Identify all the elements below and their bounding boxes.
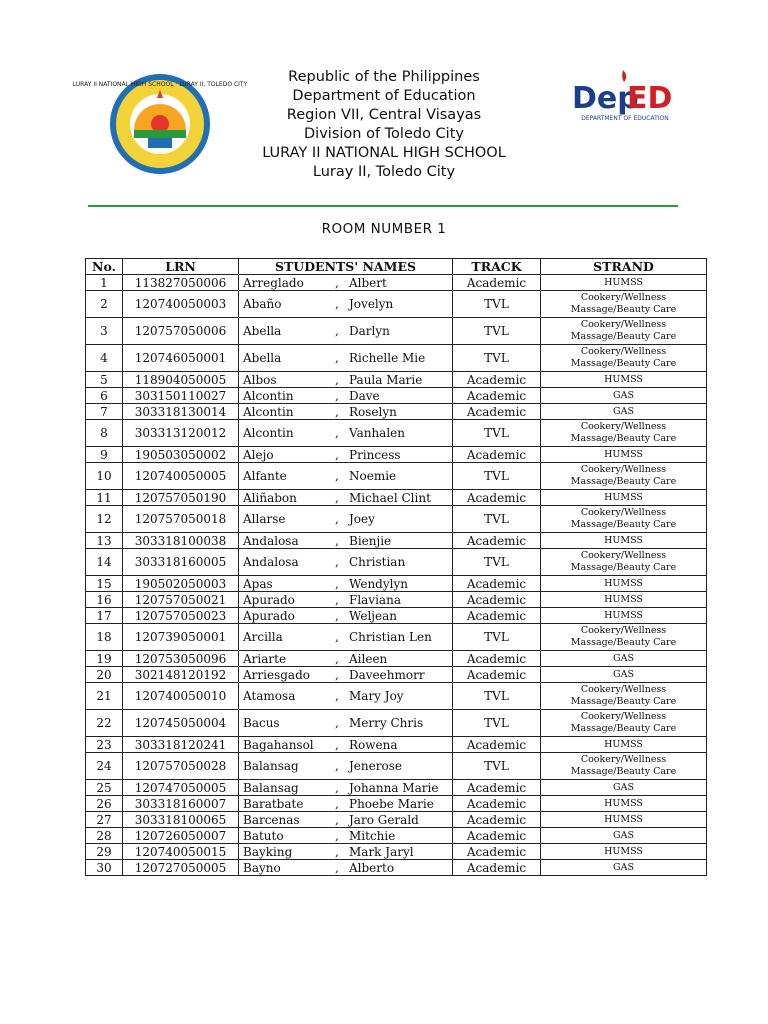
cell-track: Academic (453, 533, 541, 549)
last-name: Apurado (243, 592, 295, 607)
table-row (86, 318, 707, 345)
cell-no: 15 (86, 576, 123, 592)
table-row (86, 506, 707, 533)
first-name: Darlyn (349, 324, 390, 338)
cell-no: 4 (86, 345, 123, 372)
last-name: Apurado (243, 608, 295, 623)
header-line-region: Region VII, Central Visayas (286, 107, 482, 123)
last-name: Aliñabon (243, 490, 297, 505)
cell-lrn: 120740050010 (123, 683, 239, 710)
name-comma: , (335, 512, 339, 526)
table-row (86, 651, 707, 667)
cell-strand: HUMSS (541, 844, 707, 860)
last-name: Abaño (243, 297, 282, 311)
cell-strand: Cookery/Wellness Massage/Beauty Care (541, 683, 707, 710)
cell-track: Academic (453, 490, 541, 506)
name-comma: , (335, 576, 339, 591)
name-comma: , (335, 592, 339, 607)
first-name: Richelle Mie (349, 351, 426, 365)
name-comma: , (335, 780, 339, 795)
cell-strand: GAS (541, 388, 707, 404)
cell-lrn: 120757050190 (123, 490, 239, 506)
cell-lrn: 120747050005 (123, 780, 239, 796)
first-name: Jenerose (349, 759, 402, 773)
cell-student-name (239, 812, 453, 828)
cell-lrn: 120753050096 (123, 651, 239, 667)
first-name: Rowena (349, 737, 398, 752)
last-name: Alcontin (243, 404, 294, 419)
name-comma: , (335, 324, 339, 338)
header-line-school: LURAY II NATIONAL HIGH SCHOOL (262, 145, 506, 161)
cell-track: TVL (453, 624, 541, 651)
first-name: Albert (349, 275, 387, 290)
cell-track: Academic (453, 651, 541, 667)
first-name: Daveehmorr (349, 667, 425, 682)
first-name: Dave (349, 388, 380, 403)
last-name: Atamosa (243, 689, 296, 703)
cell-track: TVL (453, 683, 541, 710)
cell-lrn: 120757050006 (123, 318, 239, 345)
first-name: Mark Jaryl (349, 844, 414, 859)
cell-no: 7 (86, 404, 123, 420)
cell-student-name (239, 683, 453, 710)
header-strand: STRAND (541, 259, 707, 275)
last-name: Bacus (243, 716, 280, 730)
cell-no: 6 (86, 388, 123, 404)
cell-strand: Cookery/Wellness Massage/Beauty Care (541, 624, 707, 651)
table-row (86, 533, 707, 549)
name-comma: , (335, 555, 339, 569)
cell-no: 21 (86, 683, 123, 710)
cell-student-name (239, 275, 453, 291)
first-name: Michael Clint (349, 490, 431, 505)
cell-lrn: 120757050021 (123, 592, 239, 608)
first-name: Christian (349, 555, 406, 569)
first-name: Joey (349, 512, 375, 526)
header-line-division: Division of Toledo City (304, 126, 464, 142)
cell-lrn: 120726050007 (123, 828, 239, 844)
cell-strand: Cookery/Wellness Massage/Beauty Care (541, 318, 707, 345)
cell-strand: Cookery/Wellness Massage/Beauty Care (541, 345, 707, 372)
name-comma: , (335, 533, 339, 548)
last-name: Baratbate (243, 796, 304, 811)
first-name: Vanhalen (349, 426, 405, 440)
cell-lrn: 120740050015 (123, 844, 239, 860)
header-students-names: STUDENTS' NAMES (239, 259, 453, 275)
cell-track: Academic (453, 608, 541, 624)
table-row (86, 844, 707, 860)
table-row (86, 372, 707, 388)
last-name: Bagahansol (243, 737, 314, 752)
table-row (86, 576, 707, 592)
name-comma: , (335, 372, 339, 387)
name-comma: , (335, 469, 339, 483)
cell-strand: HUMSS (541, 490, 707, 506)
name-comma: , (335, 388, 339, 403)
table-row (86, 549, 707, 576)
cell-strand: HUMSS (541, 812, 707, 828)
cell-strand: Cookery/Wellness Massage/Beauty Care (541, 463, 707, 490)
cell-strand: GAS (541, 860, 707, 876)
cell-student-name (239, 447, 453, 463)
cell-lrn: 113827050006 (123, 275, 239, 291)
deped-logo-prefix: Dep (572, 81, 639, 116)
first-name: Mitchie (349, 828, 396, 843)
last-name: Alejo (243, 447, 274, 462)
first-name: Noemie (349, 469, 397, 483)
cell-no: 23 (86, 737, 123, 753)
cell-track: TVL (453, 420, 541, 447)
name-comma: , (335, 689, 339, 703)
first-name: Roselyn (349, 404, 397, 419)
cell-student-name (239, 860, 453, 876)
table-row (86, 796, 707, 812)
cell-lrn: 303318160005 (123, 549, 239, 576)
last-name: Arcilla (243, 630, 283, 644)
name-comma: , (335, 608, 339, 623)
cell-strand: Cookery/Wellness Massage/Beauty Care (541, 549, 707, 576)
cell-student-name (239, 844, 453, 860)
cell-no: 25 (86, 780, 123, 796)
cell-lrn: 303318130014 (123, 404, 239, 420)
cell-track: Academic (453, 592, 541, 608)
first-name: Jovelyn (349, 297, 394, 311)
table-row (86, 490, 707, 506)
last-name: Alfante (243, 469, 287, 483)
cell-student-name (239, 828, 453, 844)
cell-lrn: 303318120241 (123, 737, 239, 753)
cell-student-name (239, 710, 453, 737)
first-name: Christian Len (349, 630, 432, 644)
table-row (86, 291, 707, 318)
name-comma: , (335, 844, 339, 859)
cell-student-name (239, 533, 453, 549)
table-row (86, 608, 707, 624)
cell-lrn: 303150110027 (123, 388, 239, 404)
table-row (86, 710, 707, 737)
first-name: Weljean (349, 608, 397, 623)
table-row (86, 860, 707, 876)
cell-student-name (239, 576, 453, 592)
table-row (86, 828, 707, 844)
cell-track: TVL (453, 345, 541, 372)
first-name: Jaro Gerald (349, 812, 419, 827)
first-name: Bienjie (349, 533, 392, 548)
cell-student-name (239, 549, 453, 576)
cell-lrn: 120727050005 (123, 860, 239, 876)
cell-student-name (239, 404, 453, 420)
name-comma: , (335, 490, 339, 505)
cell-strand: HUMSS (541, 592, 707, 608)
cell-no: 2 (86, 291, 123, 318)
first-name: Mary Joy (349, 689, 404, 703)
cell-strand: GAS (541, 404, 707, 420)
cell-lrn: 120757050023 (123, 608, 239, 624)
cell-lrn: 120740050005 (123, 463, 239, 490)
cell-track: Academic (453, 372, 541, 388)
cell-track: Academic (453, 844, 541, 860)
name-comma: , (335, 404, 339, 419)
table-row (86, 463, 707, 490)
cell-no: 11 (86, 490, 123, 506)
cell-track: TVL (453, 463, 541, 490)
cell-strand: GAS (541, 780, 707, 796)
cell-no: 14 (86, 549, 123, 576)
cell-no: 16 (86, 592, 123, 608)
table-row (86, 624, 707, 651)
last-name: Bayking (243, 844, 293, 859)
last-name: Allarse (243, 512, 286, 526)
table-row (86, 667, 707, 683)
cell-strand: Cookery/Wellness Massage/Beauty Care (541, 506, 707, 533)
cell-no: 22 (86, 710, 123, 737)
name-comma: , (335, 630, 339, 644)
cell-track: TVL (453, 506, 541, 533)
cell-lrn: 120745050004 (123, 710, 239, 737)
cell-student-name (239, 420, 453, 447)
cell-track: Academic (453, 576, 541, 592)
cell-no: 3 (86, 318, 123, 345)
cell-student-name (239, 388, 453, 404)
cell-strand: HUMSS (541, 608, 707, 624)
cell-no: 18 (86, 624, 123, 651)
cell-no: 13 (86, 533, 123, 549)
cell-lrn: 190502050003 (123, 576, 239, 592)
name-comma: , (335, 759, 339, 773)
cell-no: 8 (86, 420, 123, 447)
deped-logo-subtitle: DEPARTMENT OF EDUCATION (581, 115, 669, 122)
name-comma: , (335, 275, 339, 290)
first-name: Alberto (349, 860, 395, 875)
name-comma: , (335, 651, 339, 666)
table-row (86, 404, 707, 420)
cell-strand: GAS (541, 828, 707, 844)
last-name: Andalosa (243, 533, 299, 548)
table-row (86, 345, 707, 372)
name-comma: , (335, 812, 339, 827)
last-name: Andalosa (243, 555, 299, 569)
name-comma: , (335, 426, 339, 440)
last-name: Ariarte (243, 651, 287, 666)
name-comma: , (335, 828, 339, 843)
cell-student-name (239, 608, 453, 624)
name-comma: , (335, 860, 339, 875)
table-row (86, 388, 707, 404)
first-name: Merry Chris (349, 716, 424, 730)
last-name: Alcontin (243, 426, 294, 440)
cell-track: Academic (453, 796, 541, 812)
cell-student-name (239, 737, 453, 753)
cell-lrn: 120739050001 (123, 624, 239, 651)
cell-student-name (239, 463, 453, 490)
cell-track: TVL (453, 291, 541, 318)
last-name: Balansag (243, 780, 299, 795)
cell-lrn: 118904050005 (123, 372, 239, 388)
first-name: Wendylyn (349, 576, 408, 591)
header-line-address: Luray II, Toledo City (312, 164, 456, 180)
name-comma: , (335, 716, 339, 730)
cell-no: 20 (86, 667, 123, 683)
cell-student-name (239, 318, 453, 345)
cell-strand: HUMSS (541, 576, 707, 592)
cell-student-name (239, 651, 453, 667)
cell-strand: HUMSS (541, 447, 707, 463)
last-name: Alcontin (243, 388, 294, 403)
cell-track: TVL (453, 549, 541, 576)
table-row (86, 275, 707, 291)
cell-lrn: 303318100038 (123, 533, 239, 549)
cell-lrn: 120740050003 (123, 291, 239, 318)
cell-student-name (239, 345, 453, 372)
cell-lrn: 303318160007 (123, 796, 239, 812)
cell-student-name (239, 780, 453, 796)
deped-logo-suffix: ED (627, 81, 673, 116)
cell-track: Academic (453, 828, 541, 844)
cell-track: Academic (453, 860, 541, 876)
cell-no: 28 (86, 828, 123, 844)
table-row (86, 683, 707, 710)
cell-strand: HUMSS (541, 275, 707, 291)
cell-no: 17 (86, 608, 123, 624)
header-no: No. (86, 259, 123, 275)
cell-student-name (239, 796, 453, 812)
table-row (86, 753, 707, 780)
cell-no: 1 (86, 275, 123, 291)
cell-no: 27 (86, 812, 123, 828)
student-table (85, 258, 707, 876)
cell-no: 24 (86, 753, 123, 780)
cell-lrn: 120757050018 (123, 506, 239, 533)
table-header-row (86, 259, 707, 275)
first-name: Flaviana (349, 592, 401, 607)
cell-no: 30 (86, 860, 123, 876)
last-name: Albos (243, 372, 277, 387)
cell-student-name (239, 506, 453, 533)
last-name: Batuto (243, 828, 284, 843)
cell-strand: Cookery/Wellness Massage/Beauty Care (541, 710, 707, 737)
cell-track: TVL (453, 753, 541, 780)
name-comma: , (335, 667, 339, 682)
header-line-republic: Republic of the Philippines (288, 69, 480, 85)
table-row (86, 592, 707, 608)
name-comma: , (335, 447, 339, 462)
cell-lrn: 303318100065 (123, 812, 239, 828)
cell-track: Academic (453, 404, 541, 420)
name-comma: , (335, 351, 339, 365)
table-row (86, 420, 707, 447)
table-row (86, 780, 707, 796)
cell-track: TVL (453, 318, 541, 345)
cell-no: 9 (86, 447, 123, 463)
last-name: Barcenas (243, 812, 300, 827)
first-name: Paula Marie (349, 372, 423, 387)
cell-track: Academic (453, 780, 541, 796)
last-name: Abella (243, 351, 282, 365)
first-name: Johanna Marie (349, 780, 439, 795)
cell-track: Academic (453, 447, 541, 463)
first-name: Aileen (349, 651, 388, 666)
cell-student-name (239, 291, 453, 318)
cell-track: Academic (453, 812, 541, 828)
cell-no: 29 (86, 844, 123, 860)
cell-strand: GAS (541, 651, 707, 667)
cell-lrn: 302148120192 (123, 667, 239, 683)
name-comma: , (335, 737, 339, 752)
first-name: Phoebe Marie (349, 796, 434, 811)
last-name: Arreglado (243, 275, 304, 290)
cell-lrn: 190503050002 (123, 447, 239, 463)
cell-student-name (239, 490, 453, 506)
name-comma: , (335, 297, 339, 311)
header-line-department: Department of Education (292, 88, 476, 104)
cell-track: Academic (453, 667, 541, 683)
cell-strand: HUMSS (541, 737, 707, 753)
cell-student-name (239, 624, 453, 651)
table-row (86, 812, 707, 828)
cell-student-name (239, 753, 453, 780)
room-title: ROOM NUMBER 1 (321, 221, 447, 237)
green-divider (88, 205, 678, 207)
cell-no: 12 (86, 506, 123, 533)
cell-track: Academic (453, 737, 541, 753)
cell-track: Academic (453, 275, 541, 291)
cell-track: TVL (453, 710, 541, 737)
cell-strand: GAS (541, 667, 707, 683)
cell-student-name (239, 667, 453, 683)
cell-lrn: 303313120012 (123, 420, 239, 447)
cell-strand: Cookery/Wellness Massage/Beauty Care (541, 420, 707, 447)
last-name: Balansag (243, 759, 299, 773)
cell-no: 19 (86, 651, 123, 667)
last-name: Arriesgado (243, 667, 310, 682)
cell-no: 5 (86, 372, 123, 388)
cell-lrn: 120746050001 (123, 345, 239, 372)
cell-no: 10 (86, 463, 123, 490)
last-name: Abella (243, 324, 282, 338)
last-name: Bayno (243, 860, 281, 875)
table-row (86, 737, 707, 753)
cell-track: Academic (453, 388, 541, 404)
cell-strand: Cookery/Wellness Massage/Beauty Care (541, 753, 707, 780)
seal-text: LURAY II NATIONAL HIGH SCHOOL · LURAY II, TOLEDO CITY (72, 81, 248, 88)
cell-strand: HUMSS (541, 372, 707, 388)
table-row (86, 447, 707, 463)
last-name: Apas (243, 576, 273, 591)
cell-no: 26 (86, 796, 123, 812)
header-track: TRACK (453, 259, 541, 275)
cell-lrn: 120757050028 (123, 753, 239, 780)
header-lrn: LRN (123, 259, 239, 275)
cell-student-name (239, 372, 453, 388)
deped-logo (570, 68, 680, 128)
name-comma: , (335, 796, 339, 811)
cell-strand: HUMSS (541, 796, 707, 812)
cell-strand: Cookery/Wellness Massage/Beauty Care (541, 291, 707, 318)
cell-student-name (239, 592, 453, 608)
first-name: Princess (349, 447, 401, 462)
cell-strand: HUMSS (541, 533, 707, 549)
